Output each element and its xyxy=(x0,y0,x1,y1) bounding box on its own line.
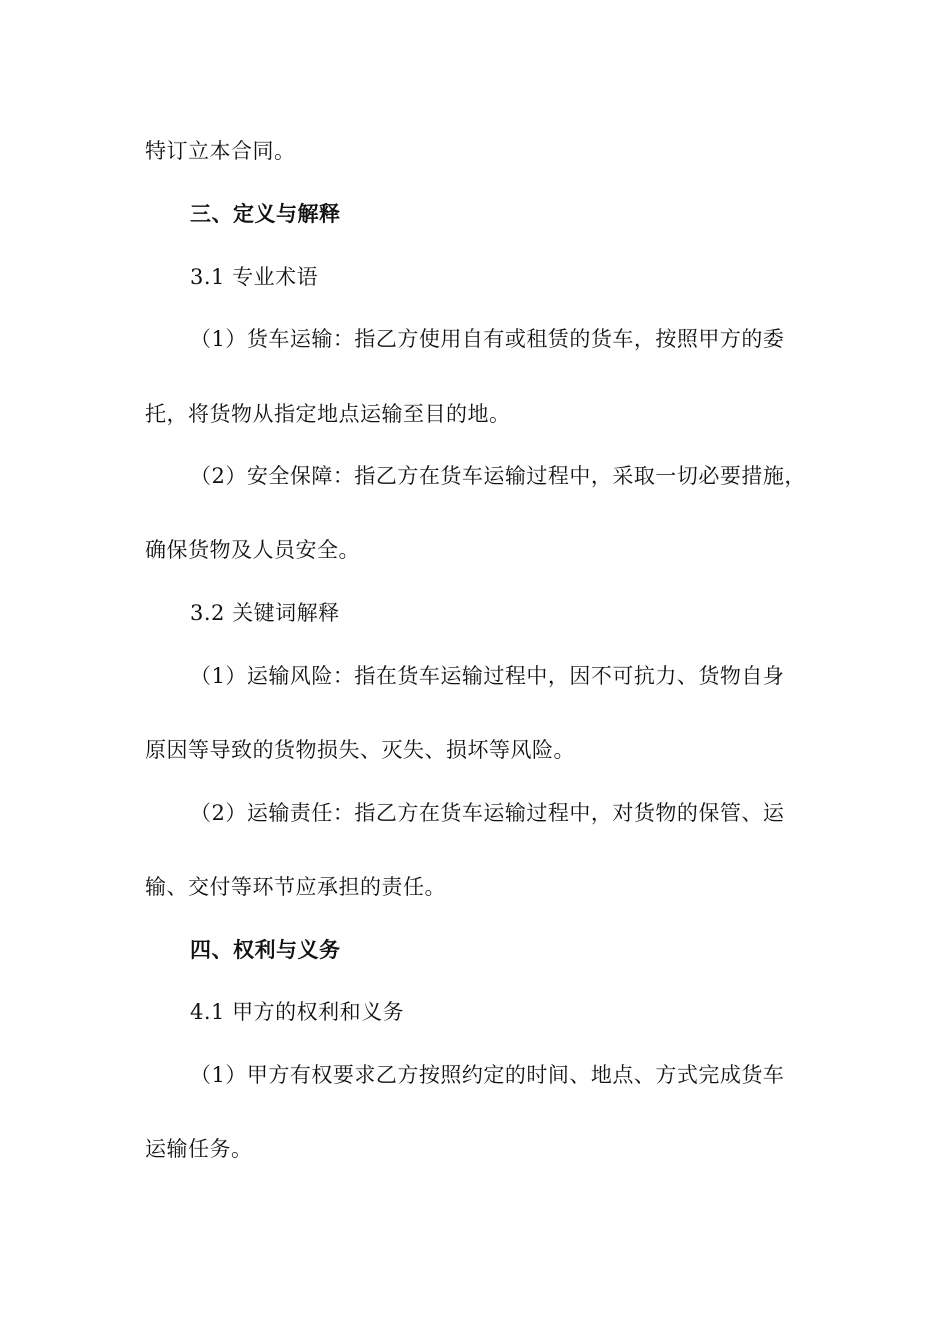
section-heading-4: 四、权利与义务 xyxy=(190,937,341,962)
paragraph-3-1-2-line-1: （2）安全保障：指乙方在货车运输过程中，采取一切必要措施， xyxy=(190,464,806,488)
paragraph-3-2-1-line-2: 原因等导致的货物损失、灭失、损坏等风险。 xyxy=(145,738,575,762)
subsection-4-1: 4.1 甲方的权利和义务 xyxy=(190,1000,405,1024)
paragraph-3-1-1-line-1: （1）货车运输：指乙方使用自有或租赁的货车，按照甲方的委 xyxy=(190,327,785,351)
paragraph-intro-end: 特订立本合同。 xyxy=(145,139,296,163)
paragraph-3-1-1-line-2: 托，将货物从指定地点运输至目的地。 xyxy=(145,402,511,426)
paragraph-3-1-2-line-2: 确保货物及人员安全。 xyxy=(145,538,360,562)
subsection-3-2: 3.2 关键词解释 xyxy=(190,601,340,625)
paragraph-3-2-1-line-1: （1）运输风险：指在货车运输过程中，因不可抗力、货物自身 xyxy=(190,664,785,688)
paragraph-4-1-1-line-1: （1）甲方有权要求乙方按照约定的时间、地点、方式完成货车 xyxy=(190,1063,785,1087)
paragraph-3-2-2-line-1: （2）运输责任：指乙方在货车运输过程中，对货物的保管、运 xyxy=(190,801,785,825)
paragraph-4-1-1-line-2: 运输任务。 xyxy=(145,1137,253,1161)
paragraph-3-2-2-line-2: 输、交付等环节应承担的责任。 xyxy=(145,875,446,899)
subsection-3-1: 3.1 专业术语 xyxy=(190,265,319,289)
section-heading-3: 三、定义与解释 xyxy=(190,201,341,226)
